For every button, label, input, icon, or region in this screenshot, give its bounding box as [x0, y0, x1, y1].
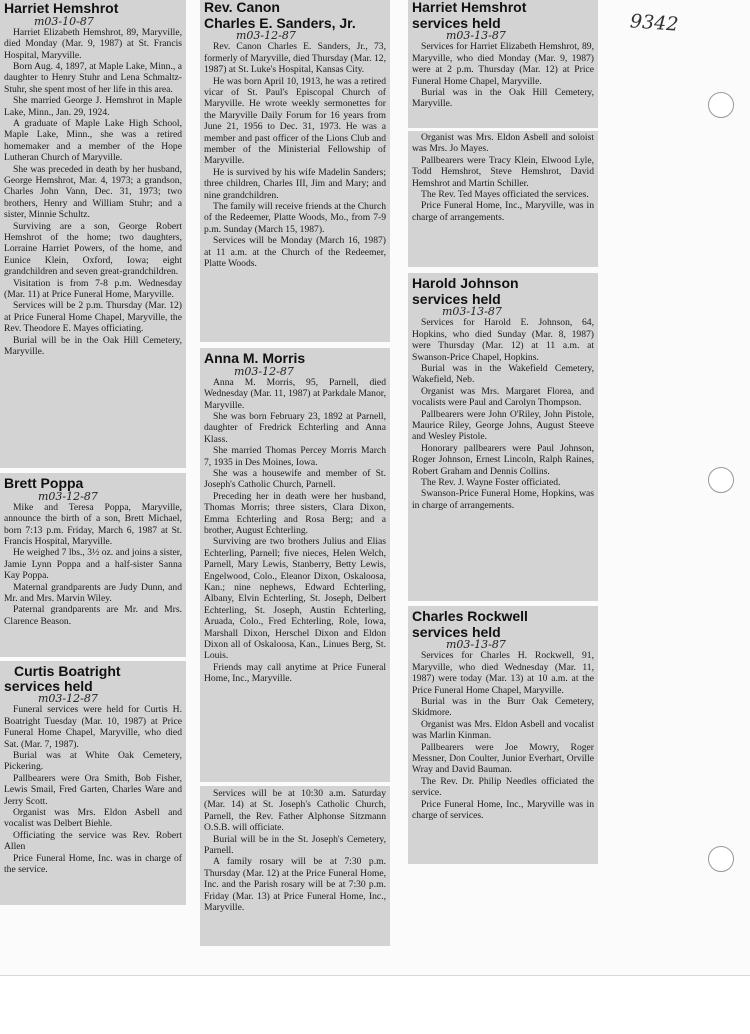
paragraph: Services will be at 10:30 a.m. Saturday (Mar. 14) at St. Joseph's Catholic Church, Parnell, the Rev. Father Alphonse Sitzmann O.S.B. will officiate.	[204, 788, 386, 834]
paragraph: A family rosary will be at 7:30 p.m. Thursday (Mar. 12) at the Price Funeral Home, Inc. and the Parish rosary will be at 7:30 p.m. Friday (Mar. 13) at Price Funeral Home, Inc., Maryville.	[204, 856, 386, 914]
paragraph: Surviving are a son, George Robert Hemshrot of the home; two daughters, Lorraine Harriet Powers, of the home, and Eunice Klein, Oxford, Iowa; eight grandchildren and seven great-grandchildren.	[4, 220, 182, 278]
obituary-text	[204, 377, 386, 685]
clipping-curtis-boatright	[0, 661, 186, 905]
paragraph: Rev. Canon Charles E. Sanders, Jr., 73, formerly of Maryville, died Thursday (Mar. 12, 1987) at St. Luke's Hospital, Kansas City.	[204, 41, 386, 76]
paragraph: Burial will be in the Oak Hill Cemetery, Maryville.	[4, 334, 182, 358]
paragraph: Surviving are two brothers Julius and Elias Echterling, Parnell; five nieces, Helen Welch, Parnell, Mary Lewis, Stanberry, Betty Lewis, Engelwood, Colo., Eleanor Dixon, Oskaloosa, Kan.; nine nephews, Edward Echterling, Albany, Elvin Echterling, St. Joseph, Delbert Echterling, St. Joseph, Austin Echterling, Aruada, Colo., Fred Echterling, Role, Iowa, Marshall Dixon, Herschel Dixon and Eldon Dixon all of Oskaloosa, Kan., Linues Berg, St. Louis.	[204, 536, 386, 662]
service-notice-text	[4, 704, 182, 875]
paragraph: Organist was Mrs. Margaret Florea, and vocalists were Paul and Carolyn Thompson.	[412, 385, 594, 409]
clipping-harriet-hemshrot	[0, 0, 186, 468]
headline: Harriet Hemshrot	[4, 0, 119, 16]
paragraph: Services will be Monday (March 16, 1987) at 11 a.m. at the Church of the Redeemer, Platte Woods.	[204, 235, 386, 270]
paragraph: Burial was at White Oak Cemetery, Pickering.	[4, 750, 182, 773]
paragraph: Funeral services were held for Curtis H. Boatright Tuesday (Mar. 10, 1987) at Price Funeral Home Chapel, Maryville, who died Sat. (Mar. 7, 1987).	[4, 704, 182, 750]
obituary-text	[204, 41, 386, 269]
paragraph: The Rev. Dr. Philip Needles officiated the service.	[412, 775, 594, 799]
paragraph: Price Funeral Home, Inc., Maryville, was in charge of arrangements.	[412, 200, 594, 223]
paragraph: She was born February 23, 1892 at Parnell, daughter of Fredrick Echterling and Anna Klass.	[204, 410, 386, 445]
paragraph: She married Thomas Percey Morris March 7, 1935 in Des Moines, Iowa.	[204, 445, 386, 468]
paragraph: Officiating the service was Rev. Robert Allen	[4, 829, 182, 853]
paragraph: Pallbearers were John O'Riley, John Pistole, Maurice Riley, George Johns, August Steeve and Wesley Pistole.	[412, 408, 594, 443]
paragraph: Preceding her in death were her husband, Thomas Morris; three sisters, Clara Dixon, Emma Echterling and Rosa Berg; and a brother, August Echterling.	[204, 490, 386, 536]
headline-subtitle: services held	[412, 290, 501, 307]
paragraph: He is survived by his wife Madelin Sanders; three children, Charles III, Jim and Mary; and nine grandchildren.	[204, 166, 386, 201]
page-number: 9342	[629, 10, 680, 36]
headline: Anna M. Morris	[204, 350, 306, 366]
paragraph: Visitation is from 7-8 p.m. Wednesday (Mar. 11) at Price Funeral Home, Maryville.	[4, 277, 182, 301]
service-notice-text	[412, 317, 594, 511]
paragraph: Harriet Elizabeth Hemshrot, 89, Maryville, died Monday (Mar. 9, 1987) at St. Francis Hospital, Maryville.	[4, 26, 182, 61]
service-notice-text-continued	[412, 132, 594, 223]
handwritten-date: m03-12-87	[234, 364, 294, 378]
paragraph: Services for Charles H. Rockwell, 91, Maryville, who died Wednesday (Mar. 11, 1987) were today (Mar. 13) at 10 a.m. at the Price Funeral Home Chapel, Maryville.	[412, 650, 594, 696]
handwritten-date: m03-13-87	[442, 305, 502, 319]
headline: Harold Johnson	[412, 275, 519, 291]
paragraph: Price Funeral Home, Inc. was in charge of the service.	[4, 852, 182, 876]
paragraph: Burial was in the Burr Oak Cemetery, Skidmore.	[412, 696, 594, 719]
headline-subtitle: Charles E. Sanders, Jr.	[204, 14, 356, 31]
clipping-charles-sanders	[200, 0, 390, 342]
handwritten-date: m03-12-87	[38, 692, 98, 706]
paragraph: Services for Harold E. Johnson, 64, Hopkins, who died Sunday (Mar. 8, 1987) were Thursday (Mar. 12) at 11 a.m. at Swanson-Price Chapel, Hopkins.	[412, 317, 594, 363]
paragraph: A graduate of Maple Lake High School, Maple Lake, Minn., she was a retired homemaker and a member of the Hope Lutheran Church of Maryville.	[4, 117, 182, 164]
paragraph: She was preceded in death by her husband, George Hemshrot, Mar. 4, 1973; a grandson, Charles John Vann, Dec. 31, 1973; two brothers, Henry and William Stuhr; and a sister, Minnie Schultz.	[4, 163, 182, 221]
binder-hole-bottom	[708, 846, 734, 872]
paragraph: Mike and Teresa Poppa, Maryville, announce the birth of a son, Brett Michael, born 7:13 p.m. Friday, March 6, 1987 at St. Francis Hospital, Maryville.	[4, 501, 182, 547]
headline: Curtis Boatright	[14, 663, 121, 679]
clipping-brett-poppa	[0, 473, 186, 657]
handwritten-date: m03-12-87	[38, 489, 98, 503]
paragraph: The family will receive friends at the Church of the Redeemer, Platte Woods, Mo., from 7-9 p.m. Sunday (March 15, 1987).	[204, 201, 386, 235]
paragraph: Services for Harriet Elizabeth Hemshrot, 89, Maryville, who died Monday (Mar. 9, 1987) were at 2 p.m. Thursday (Mar. 12) at Price Funeral Home Chapel, Maryville.	[412, 41, 594, 87]
headline-subtitle: services held	[4, 677, 93, 694]
service-notice-text	[412, 650, 594, 821]
paragraph: Burial was in the Oak Hill Cemetery, Maryville.	[412, 87, 594, 110]
paragraph: She was a housewife and member of St. Joseph's Catholic Church, Parnell.	[204, 467, 386, 491]
paragraph: The Rev. J. Wayne Foster officiated.	[421, 477, 561, 489]
scan-bottom-margin	[0, 975, 750, 1034]
paragraph: Services will be 2 p.m. Thursday (Mar. 12) at Price Funeral Home Chapel, Maryville, the Rev. Theodore E. Mayes officiating.	[4, 300, 182, 335]
paragraph: He weighed 7 lbs., 3½ oz. and joins a sister, Jamie Lynn Poppa and a half-sister Sanna Kay Poppa.	[4, 547, 182, 582]
clipping-anna-morris	[200, 348, 390, 782]
birth-announcement-text	[4, 502, 182, 627]
headline: Rev. Canon	[204, 0, 280, 15]
paragraph: Anna M. Morris, 95, Parnell, died Wednesday (Mar. 11, 1987) at Parkdale Manor, Maryville.	[204, 376, 386, 411]
paragraph: Organist was Mrs. Eldon Asbell and vocalist was Marlin Kinman.	[412, 718, 594, 742]
paragraph: She married George J. Hemshrot in Maple Lake, Minn., Jan. 29, 1924.	[4, 95, 182, 118]
clipping-harriet-hemshrot-services-continued	[408, 131, 598, 267]
paragraph: Organist was Mrs. Eldon Asbell and soloist was Mrs. Jo Mayes.	[412, 132, 594, 155]
binder-hole-top	[708, 92, 734, 118]
handwritten-date: m03-10-87	[34, 14, 94, 28]
paragraph: Paternal grandparents are Mr. and Mrs. Clarence Beason.	[4, 604, 182, 627]
headline-subtitle: services held	[412, 623, 501, 640]
handwritten-date: m03-13-87	[446, 29, 506, 43]
paragraph: The Rev. Ted Mayes officiated the services.	[421, 189, 589, 201]
paragraph: Organist was Mrs. Eldon Asbell and vocalist was Delbert Biehle.	[4, 807, 182, 830]
headline-subtitle: services held	[412, 14, 501, 31]
service-notice-text	[412, 41, 594, 109]
clipping-harriet-hemshrot-services	[408, 0, 598, 128]
paragraph: Friends may call anytime at Price Funeral Home, Inc., Maryville.	[204, 661, 386, 685]
binder-hole-middle	[708, 467, 734, 493]
paragraph: Burial was in the Wakefield Cemetery, Wakefield, Neb.	[412, 363, 594, 386]
paragraph: Maternal grandparents are Judy Dunn, and Mr. and Mrs. Marvin Wiley.	[4, 581, 182, 604]
obituary-text-continued	[204, 788, 386, 913]
obituary-text	[4, 27, 182, 358]
headline: Brett Poppa	[4, 475, 84, 491]
paragraph: Price Funeral Home, Inc., Maryville was in charge of services.	[412, 798, 594, 822]
clipping-charles-rockwell	[408, 606, 598, 864]
paragraph: Born Aug. 4, 1897, at Maple Lake, Minn., a daughter to Henry Stuhr and Lena Schmaltz-Stuhr, she spent most of her life in this area.	[4, 60, 182, 95]
paragraph: Burial will be in the St. Joseph's Cemetery, Parnell.	[204, 833, 386, 857]
handwritten-date: m03-12-87	[236, 29, 296, 43]
clipping-harold-johnson	[408, 273, 598, 601]
paragraph: Honorary pallbearers were Paul Johnson, Roger Johnson, Ernest Lincoln, Ralph Raines, Robert Graham and Dennis Collins.	[412, 442, 594, 477]
paragraph: He was born April 10, 1913, he was a retired vicar of St. Paul's Episcopal Church of Maryville. He wrote weekly sermonettes for the Maryville Daily Forum for 16 years from June 21, 1956 to Dec. 31, 1973. He was a member and past officer of the Lions Club and member of the Ministerial Fellowship of Maryville.	[204, 75, 386, 167]
paragraph: Pallbearers were Tracy Klein, Elwood Lyle, Todd Hemshrot, Steve Hemshrot, David Hemshrot and Martin Schiller.	[412, 154, 594, 189]
headline: Charles Rockwell	[412, 608, 528, 624]
paragraph: Pallbearers were Ora Smith, Bob Fisher, Lewis Smail, Fred Garten, Charles Ware and Jerry Scott.	[4, 772, 182, 807]
paragraph: Pallbearers were Joe Mowry, Roger Messner, Don Coulter, Junior Everhart, Orville Wray and David Bauman.	[412, 741, 594, 776]
headline: Harriet Hemshrot	[412, 0, 527, 15]
handwritten-date: m03-13-87	[446, 638, 506, 652]
paragraph: Swanson-Price Funeral Home, Hopkins, was in charge of arrangements.	[412, 488, 594, 511]
clipping-anna-morris-continued	[200, 786, 390, 946]
